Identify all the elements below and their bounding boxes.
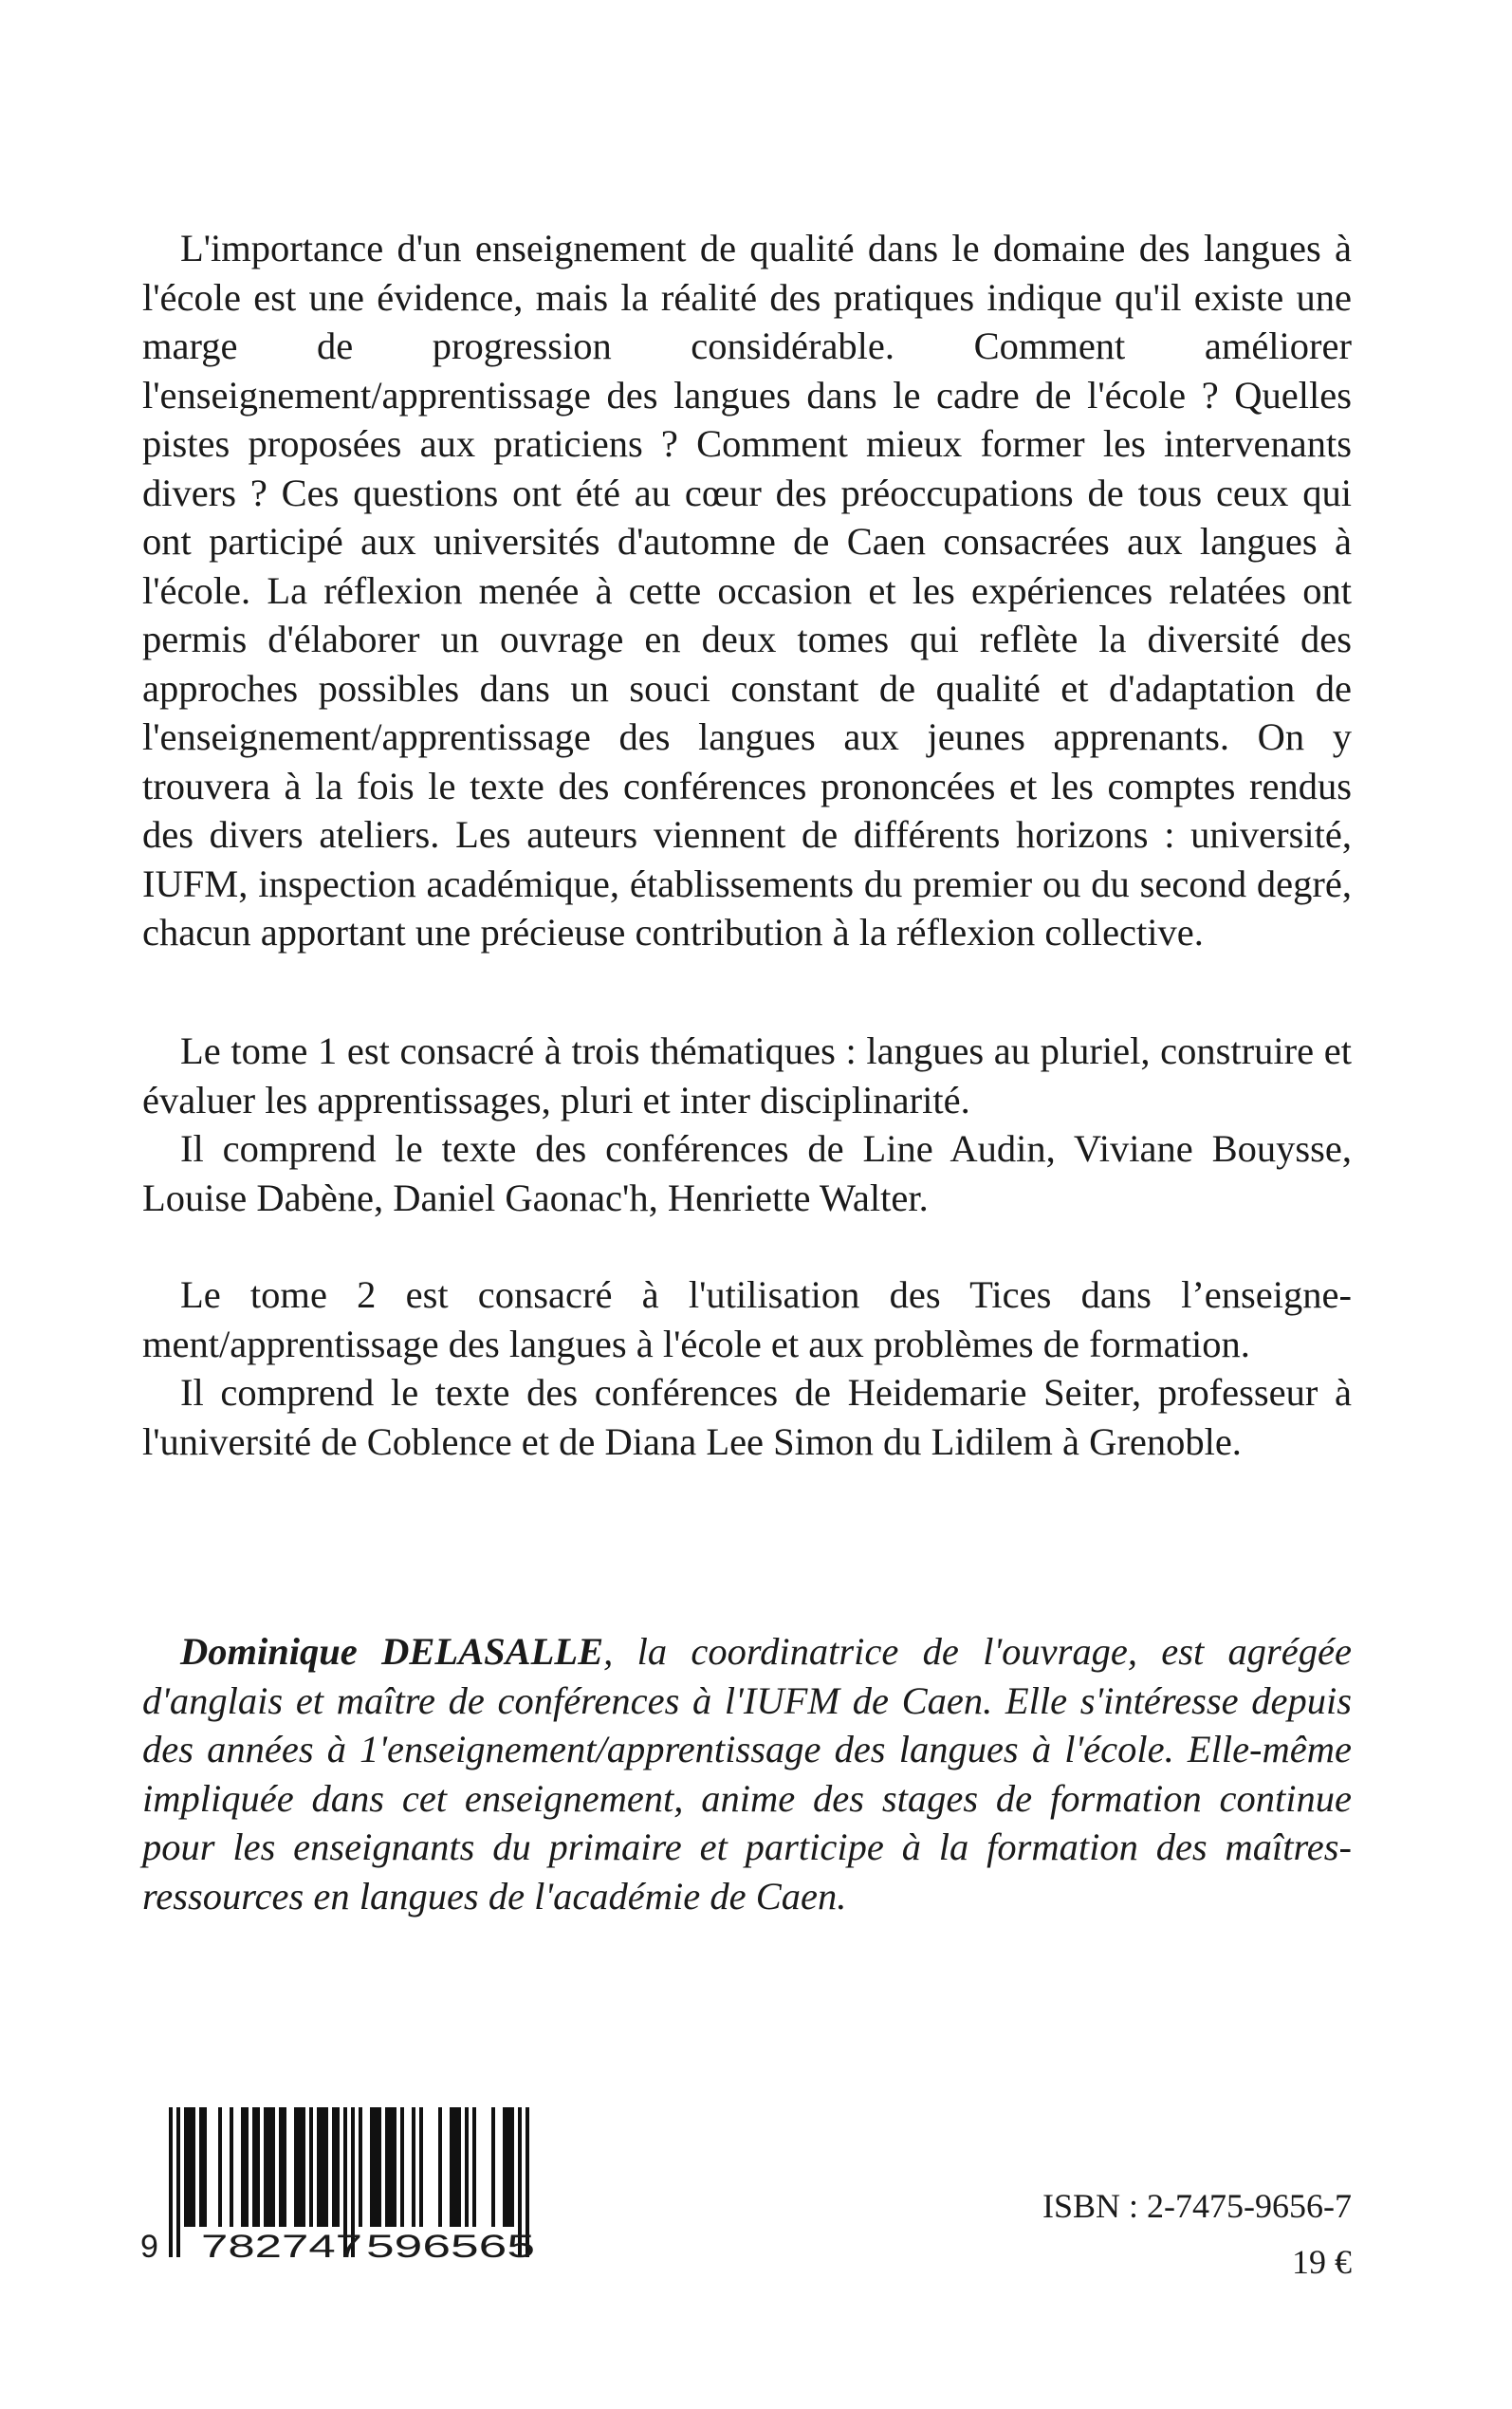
barcode-bar <box>385 2107 389 2227</box>
barcode-first-digit: 9 <box>140 2229 158 2262</box>
barcode-bar <box>359 2107 362 2227</box>
barcode-bar <box>472 2107 476 2227</box>
barcode-bar <box>370 2107 374 2227</box>
barcode-bar <box>453 2107 457 2227</box>
tome2-themes: Le tome 2 est consacré à l'utilisation des Tices dans l’enseignement/apprentissage des langues à l'école et aux problèmes de formation. <box>142 1273 1352 1365</box>
barcode-bar <box>317 2107 321 2227</box>
tome1-themes: Le tome 1 est consacré à trois thématiques : langues au pluriel, construire et évaluer les apprentissages, pluri et inter disciplinarité. <box>142 1029 1352 1121</box>
barcode-bar <box>438 2107 442 2227</box>
barcode <box>138 2105 556 2262</box>
barcode-bar <box>245 2107 249 2227</box>
barcode-bar <box>283 2107 286 2227</box>
barcode-bar <box>169 2107 173 2257</box>
barcode-bar <box>188 2107 192 2227</box>
barcode-bar <box>336 2107 340 2227</box>
barcode-bar <box>199 2107 203 2227</box>
barcode-bar <box>510 2107 514 2227</box>
barcode-bar <box>400 2107 404 2227</box>
barcode-bar <box>298 2107 302 2227</box>
barcode-bar <box>321 2107 324 2227</box>
barcode-bar <box>302 2107 305 2227</box>
barcode-right-group: 596565 <box>366 2229 535 2262</box>
barcode-bar <box>184 2107 188 2227</box>
author-bio-paragraph <box>142 1627 1352 1920</box>
barcode-bar <box>256 2107 260 2227</box>
barcode-bar <box>450 2107 453 2227</box>
intro-paragraph: L'importance d'un enseignement de qualité dans le domaine des langues à l'école est une évidence, mais la réalité des pratiques indique qu'il existe une marge de progression considérable. Comment améliorer l'enseignement/apprentissage des langues dans le cadre de l'école ? Quelles pistes proposées aux praticiens ? Comment mieux former les intervenants divers ? Ces questions ont été au cœur des préoccupations de tous ceux qui ont participé aux universités d'automne de Caen consacrées aux langues à l'école. La réflexion menée à cette occasion et les expériences relatées ont permis d'élaborer un ouvrage en deux tomes qui reflète la diversité des approches possibles dans un souci constant de qualité et d'adaptation de l'enseignement/apprentissage des langues aux jeunes apprenants. On y trouvera à la fois le texte des conférences prononcées et les comptes rendus des divers ateliers. Les auteurs viennent de différents horizons : université, IUFM, inspection académique, établissements du premier ou du second degré, chacun apportant une précieuse contribution à la réflexion collective. <box>142 227 1352 954</box>
barcode-bar <box>176 2107 180 2257</box>
tome1-speakers: Il comprend le texte des conférences de Line Audin, Viviane Bouysse, Louise Dabène, Daniel Gaonac'h, Henriette Walter. <box>142 1127 1352 1219</box>
barcode-bar <box>393 2107 396 2227</box>
barcode-bar <box>192 2107 195 2227</box>
barcode-bar <box>324 2107 328 2227</box>
tome1-section <box>142 1027 1352 1222</box>
barcode-bar <box>241 2107 245 2227</box>
barcode-bar <box>279 2107 283 2227</box>
intro-section <box>142 224 1352 957</box>
barcode-bar <box>218 2107 222 2227</box>
barcode-bar <box>491 2107 495 2227</box>
author-name: Dominique DELASALLE <box>180 1630 604 1673</box>
barcode-bar <box>378 2107 381 2227</box>
barcode-bar <box>503 2107 507 2227</box>
barcode-bar <box>230 2107 233 2227</box>
barcode-bar <box>507 2107 510 2227</box>
barcode-bar <box>389 2107 393 2227</box>
barcode-left-group: 782747 <box>201 2229 362 2262</box>
barcode-bar <box>419 2107 423 2227</box>
barcode-bar <box>252 2107 256 2227</box>
barcode-bar <box>457 2107 461 2227</box>
barcode-graphic <box>138 2105 556 2262</box>
barcode-bar <box>271 2107 275 2227</box>
barcode-bar <box>332 2107 336 2227</box>
barcode-bar <box>412 2107 415 2227</box>
barcode-bar <box>374 2107 378 2227</box>
barcode-bar <box>267 2107 271 2227</box>
author-bio-section <box>142 1627 1352 1920</box>
barcode-bar <box>203 2107 207 2227</box>
price-label: 19 € <box>1292 2243 1352 2281</box>
barcode-bar <box>309 2107 313 2227</box>
tome2-speakers: Il comprend le texte des conférences de Heidemarie Seiter, professeur à l'université de Coblence et de Diana Lee Simon du Lidilem à Grenoble. <box>142 1371 1352 1463</box>
barcode-bar <box>264 2107 267 2227</box>
barcode-bar <box>294 2107 298 2227</box>
isbn-label: ISBN : 2-7475-9656-7 <box>1042 2187 1352 2225</box>
barcode-bar <box>465 2107 469 2227</box>
author-bio-text: , la coordinatrice de l'ouvrage, est agrégée d'anglais et maître de conférences à l'IUFM de Caen. Elle s'intéresse depuis des années à 1'enseignement/apprentissage des langues à l'école. Elle-même impliquée dans cet enseignement, anime des stages de formation continue pour les enseignants du primaire et participe à la formation des maîtres-ressources en langues de l'académie de Caen. <box>142 1630 1352 1918</box>
tome2-section <box>142 1270 1352 1466</box>
